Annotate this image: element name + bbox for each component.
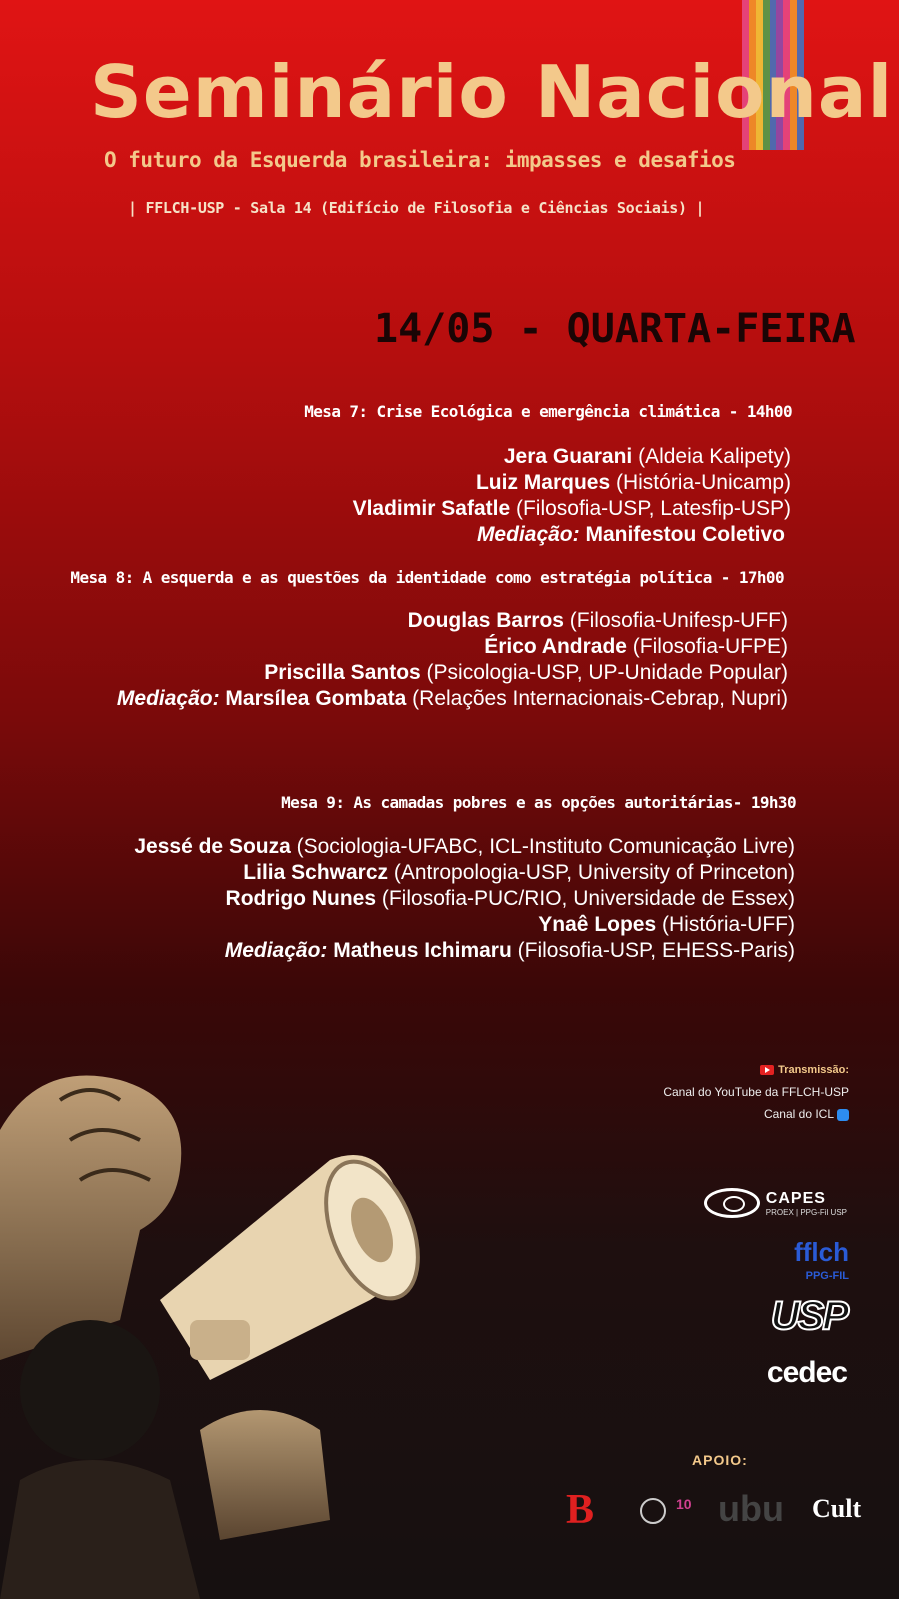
capes-logo: CAPES PROEX | PPG-Fil USP xyxy=(704,1188,847,1218)
mesa-8-participants xyxy=(117,608,788,712)
mesa-7-participants xyxy=(353,444,791,548)
youtube-icon xyxy=(760,1065,774,1075)
icl-channel-link[interactable]: Canal do ICL xyxy=(663,1103,849,1125)
mesa-8-title: Mesa 8: A esquerda e as questões da identidade como estratégia política - 17h00 xyxy=(70,568,784,587)
participant: Jera Guarani (Aldeia Kalipety) xyxy=(503,445,791,468)
transmission-label: Transmissão: xyxy=(663,1058,849,1081)
capes-mark-icon xyxy=(704,1188,760,1218)
participant: Rodrigo Nunes (Filosofia-PUC/RIO, Universidade de Essex) xyxy=(225,887,795,910)
anniversary-logo: 10 xyxy=(676,1496,692,1512)
cedec-logo: cedec xyxy=(766,1356,847,1389)
participant: Douglas Barros (Filosofia-Unifesp-UFF) xyxy=(407,609,788,632)
ubu-logo: ubu xyxy=(718,1488,784,1529)
participant: Ynaê Lopes (História-UFF) xyxy=(538,913,795,936)
mesa-9-participants xyxy=(134,834,795,964)
youtube-channel-link[interactable]: Canal do YouTube da FFLCH-USP xyxy=(663,1085,849,1099)
participant: Jessé de Souza (Sociologia-UFABC, ICL-Instituto Comunicação Livre) xyxy=(134,835,795,858)
event-date: 14/05 - QUARTA-FEIRA xyxy=(374,306,856,352)
boitempo-logo: B xyxy=(566,1487,595,1533)
participant: Lilia Schwarcz (Antropologia-USP, University of Princeton) xyxy=(243,861,795,884)
participant: Érico Andrade (Filosofia-UFPE) xyxy=(484,635,788,658)
mediation: Mediação: Marsílea Gombata (Relações Internacionais-Cebrap, Nupri) xyxy=(116,687,788,710)
page-title: Seminário Nacional xyxy=(90,50,894,134)
fflch-logo: fflch PPG-FIL xyxy=(794,1237,849,1282)
participant: Vladimir Safatle (Filosofia-USP, Latesfip-USP) xyxy=(352,497,791,520)
raised-fist-icon xyxy=(0,1076,181,1360)
protest-illustration xyxy=(0,1060,440,1599)
page-subtitle: O futuro da Esquerda brasileira: impasses e desafios xyxy=(104,148,736,172)
participant: Luiz Marques (História-Unicamp) xyxy=(475,471,791,494)
participant: Priscilla Santos (Psicologia-USP, UP-Unidade Popular) xyxy=(264,661,788,684)
icl-icon xyxy=(837,1109,849,1121)
mediation: Mediação: Matheus Ichimaru (Filosofia-USP, EHESS-Paris) xyxy=(224,939,795,962)
transmission-info xyxy=(663,1058,849,1125)
mesa-7-title: Mesa 7: Crise Ecológica e emergência climática - 14h00 xyxy=(304,402,792,421)
person-silhouette-icon xyxy=(0,1320,330,1599)
mesa-9-title: Mesa 9: As camadas pobres e as opções autoritárias- 19h30 xyxy=(281,793,796,812)
event-location: | FFLCH-USP - Sala 14 (Edifício de Filosofia e Ciências Sociais) | xyxy=(128,199,705,217)
apoio-label: APOIO: xyxy=(692,1452,748,1468)
megaphone-icon xyxy=(160,1148,436,1380)
seal-logo xyxy=(640,1498,666,1524)
cult-logo: Cult xyxy=(812,1494,862,1523)
mediation: Mediação: Manifestou Coletivo xyxy=(476,523,785,546)
usp-logo: USP xyxy=(770,1294,847,1338)
